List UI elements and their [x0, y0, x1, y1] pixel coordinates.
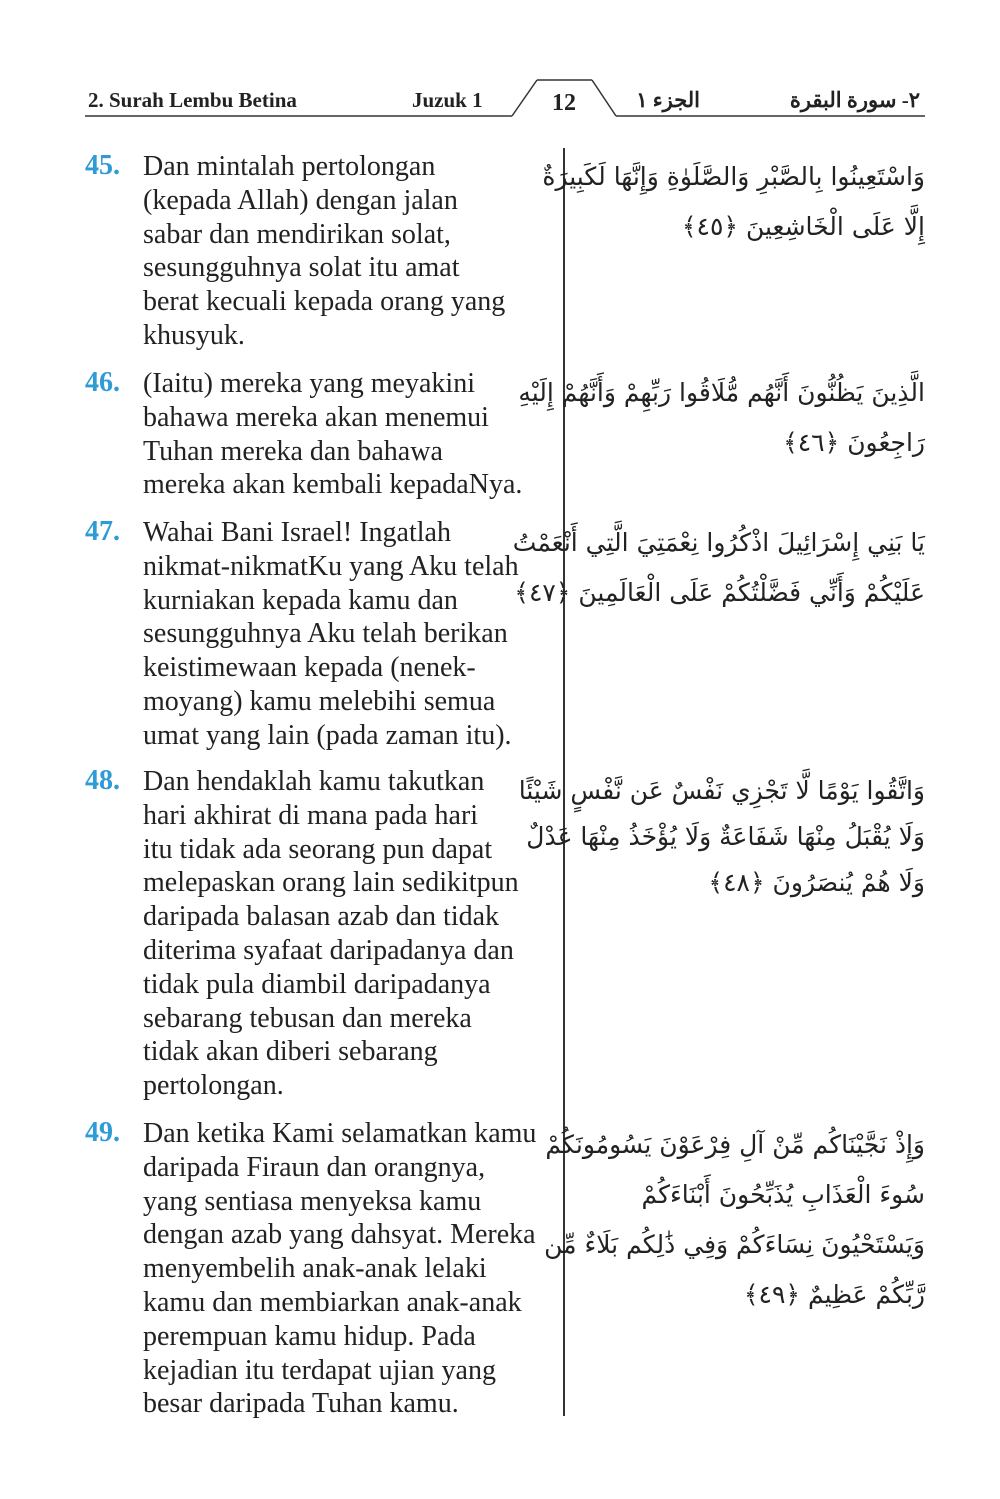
- arabic-line: رَّبِّكُمْ عَظِيمٌ ﴿٤٩﴾: [743, 1280, 925, 1309]
- arabic-line: رَاجِعُونَ ﴿٤٦﴾: [783, 428, 925, 457]
- verse-number: 46.: [85, 367, 120, 398]
- translation-line: Tuhan mereka dan bahawa: [143, 435, 443, 467]
- translation-line: melepaskan orang lain sedikitpun: [143, 867, 519, 899]
- arabic-line: سُوءَ الْعَذَابِ يُذَبِّحُونَ أَبْنَاءَكُمْ: [641, 1180, 925, 1209]
- translation-line: menyembelih anak-anak lelaki: [143, 1253, 487, 1285]
- arabic-line: وَاتَّقُوا يَوْمًا لَّا تَجْزِي نَفْسٌ عَن نَّفْسٍ شَيْئًا: [518, 776, 925, 805]
- translation-line: keistimewaan kepada (nenek-: [143, 652, 476, 684]
- translation-line: perempuan kamu hidup. Pada: [143, 1320, 476, 1352]
- juzuk-label-arabic: الجزء ١: [636, 88, 700, 112]
- translation-line: sebarang tebusan dan mereka: [143, 1002, 472, 1034]
- page-number: 12: [552, 90, 576, 116]
- verse-translation: [143, 516, 558, 753]
- translation-line: berat kecuali kepada orang yang: [143, 286, 506, 318]
- translation-line: kamu dan membiarkan anak-anak: [143, 1286, 522, 1318]
- verse-49-arabic: [544, 1120, 925, 1320]
- arabic-line: يَا بَنِي إِسْرَائِيلَ اذْكُرُوا نِعْمَتِيَ الَّتِي أَنْعَمْتُ: [512, 528, 925, 557]
- translation-line: Dan ketika Kami selamatkan kamu: [143, 1118, 537, 1149]
- page-header: [0, 0, 1000, 130]
- translation-line: pertolongan.: [143, 1070, 284, 1102]
- translation-line: sesungguhnya solat itu amat: [143, 252, 460, 284]
- translation-line: daripada balasan azab dan tidak: [143, 901, 500, 933]
- translation-line: sesungguhnya Aku telah berikan: [143, 618, 508, 650]
- surah-title-arabic: ٢- سورة البقرة: [789, 88, 920, 112]
- translation-line: yang sentiasa menyeksa kamu: [143, 1185, 482, 1217]
- translation-line: kurniakan kepada kamu dan: [143, 584, 458, 616]
- verse-number: 45.: [85, 150, 120, 181]
- verse-translation: [143, 150, 558, 353]
- verse-48-arabic: [518, 768, 925, 906]
- translation-line: tidak akan diberi sebarang: [143, 1036, 438, 1068]
- arabic-line: وَيَسْتَحْيُونَ نِسَاءَكُمْ وَفِي ذَٰلِكُم بَلَاءٌ مِّن: [544, 1230, 925, 1259]
- arabic-line: وَإِذْ نَجَّيْنَاكُم مِّنْ آلِ فِرْعَوْنَ يَسُومُونَكُمْ: [545, 1130, 925, 1159]
- translation-line: itu tidak ada seorang pun dapat: [143, 833, 493, 865]
- translation-line: khusyuk.: [143, 319, 245, 351]
- translation-line: Wahai Bani Israel! Ingatlah: [143, 517, 451, 548]
- translation-line: hari akhirat di mana pada hari: [143, 799, 479, 831]
- verse-45-arabic: [542, 152, 925, 252]
- translation-line: nikmat-nikmatKu yang Aku telah: [143, 550, 519, 582]
- verse-47-arabic: [512, 518, 925, 618]
- translation-line: tidak pula diambil daripadanya: [143, 968, 491, 1000]
- translation-line: bahawa mereka akan menemui: [143, 401, 489, 433]
- verse-translation: [143, 367, 558, 502]
- verse-translation: [143, 765, 558, 1103]
- translation-line: Dan mintalah pertolongan: [143, 151, 436, 182]
- translation-line: besar daripada Tuhan kamu.: [143, 1388, 459, 1420]
- arabic-line: إِلَّا عَلَى الْخَاشِعِينَ ﴿٤٥﴾: [681, 212, 925, 241]
- translation-line: (Iaitu) mereka yang meyakini: [143, 368, 475, 399]
- verse-number: 47.: [85, 516, 120, 547]
- arabic-line: الَّذِينَ يَظُنُّونَ أَنَّهُم مُّلَاقُوا رَبِّهِمْ وَأَنَّهُمْ إِلَيْهِ: [518, 378, 925, 407]
- juzuk-label-latin: Juzuk 1: [412, 88, 483, 112]
- verse-number: 48.: [85, 765, 120, 796]
- translation-line: Dan hendaklah kamu takutkan: [143, 766, 485, 797]
- arabic-line: وَلَا يُقْبَلُ مِنْهَا شَفَاعَةٌ وَلَا يُؤْخَذُ مِنْهَا عَدْلٌ: [526, 822, 925, 851]
- translation-line: mereka akan kembali kepadaNya.: [143, 469, 523, 501]
- verse-number: 49.: [85, 1117, 120, 1148]
- arabic-line: وَاسْتَعِينُوا بِالصَّبْرِ وَالصَّلَوٰةِ وَإِنَّهَا لَكَبِيرَةٌ: [542, 162, 925, 191]
- translation-line: sabar dan mendirikan solat,: [143, 218, 451, 250]
- verse-46-arabic: [518, 368, 925, 468]
- translation-line: dengan azab yang dahsyat. Mereka: [143, 1219, 536, 1251]
- translation-line: umat yang lain (pada zaman itu).: [143, 719, 512, 751]
- verse-translation: [143, 1117, 558, 1421]
- surah-title-latin: 2. Surah Lembu Betina: [88, 88, 297, 112]
- translation-line: kejadian itu terdapat ujian yang: [143, 1354, 496, 1386]
- translation-line: (kepada Allah) dengan jalan: [143, 184, 458, 216]
- arabic-line: وَلَا هُمْ يُنصَرُونَ ﴿٤٨﴾: [708, 868, 925, 897]
- translation-line: moyang) kamu melebihi semua: [143, 685, 496, 717]
- arabic-line: عَلَيْكُمْ وَأَنِّي فَضَّلْتُكُمْ عَلَى الْعَالَمِينَ ﴿٤٧﴾: [514, 578, 925, 607]
- translation-line: daripada Firaun dan orangnya,: [143, 1151, 486, 1183]
- translation-line: diterima syafaat daripadanya dan: [143, 934, 514, 966]
